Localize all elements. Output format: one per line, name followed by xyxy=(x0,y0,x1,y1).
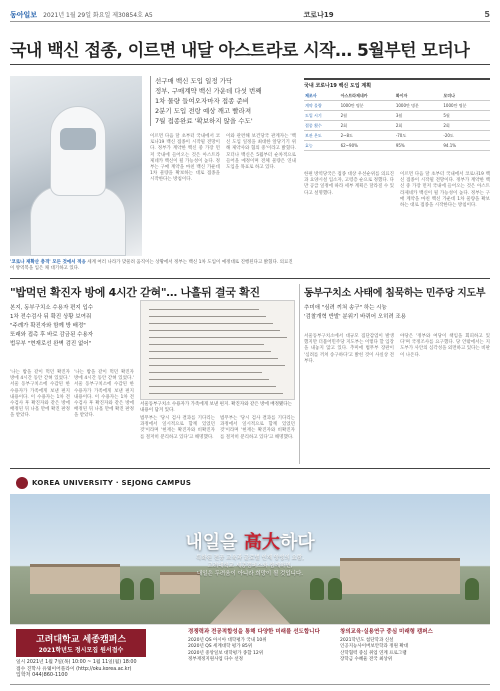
table-cell: 화이자 xyxy=(395,91,443,101)
handwriting-line xyxy=(149,351,271,352)
table-cell: 모더나 xyxy=(442,91,490,101)
university-logo-icon xyxy=(16,477,28,489)
photo-caption xyxy=(10,260,296,272)
table-cell: 2월 xyxy=(340,111,395,121)
ad-info-panel xyxy=(10,624,490,681)
footer-rule xyxy=(10,684,490,685)
handwriting-line xyxy=(149,323,273,324)
ad-rankings: 경쟁력과 전공적합성을 통해 다양한 미래를 선도합니다 2020년 QS 아시아 대학평가 국내 10위 2020년 QS 세계대학 평가 85위 2020년 중앙일보 대학평가 종합 12위 정부재정지원사업 다수 선정 xyxy=(188,629,320,662)
ad-features: 창의교육·실용연구 중심 미래형 캠퍼스 2021학년도 첨단학과 신설 인공지능사이버보안학과 정원 확대 산학협력 중심 취업 연계 프로그램 장학금 수혜율 전국 최상위 xyxy=(340,629,433,662)
headline-rule xyxy=(10,64,490,65)
handwriting-line xyxy=(149,379,269,380)
handwriting-line xyxy=(149,372,262,373)
story2-headline: "밥먹던 확진자 방에 4시간 갇혀"… 나흘뒤 결국 확진 xyxy=(10,286,260,299)
story1-deck: 선구매 백신 도입 일정 가닥 정부, 구매계약 백신 가운데 다섯 번째 1차 물량 들여오자마자 접종 준비 2분기 도입 전랑 예상 깨고 빨라져 7월 접종완료 '확보하지 않을 수도' xyxy=(150,76,296,126)
story1-col-c: 한편 방역당국은 접종 대상 우선순위를 의료진과 요양시설 입소자, 고령층 순으로 정했다. 다만 공급 일정에 따라 세부 계획은 달라질 수 있다고 설명했다. xyxy=(304,172,394,196)
issue-date: 2021년 1월 29일 화요일 제30854호 A5 xyxy=(43,12,153,19)
handwriting-line xyxy=(149,316,266,317)
table-cell: 2회 xyxy=(395,121,443,131)
handwriting-line xyxy=(149,309,259,310)
handwriting-line xyxy=(149,330,280,331)
handwriting-line xyxy=(149,386,276,387)
table-cell: 효능 xyxy=(304,141,340,151)
admission-dates: 일시 2021년 1월 7일(목) 10:00 ~ 1월 11일(월) 18:00 xyxy=(16,660,137,665)
table-row xyxy=(304,141,490,151)
campus-photo xyxy=(10,494,490,624)
letter-image xyxy=(140,300,295,400)
story2-col-b: '나는 밥을 같이 먹던 확진자 방에 4시간 동안 갇혀 있었다.' 서울 동부구치소에 수감된 한 수용자가 가족에게 보낸 편지 내용이다. 이 수용자는 1차 전수검사 후 확진자와 같은 방에 배정된 뒤 나흘 만에 확진 판정을 받았다. xyxy=(74,370,134,419)
ad-logo-text: KOREA UNIVERSITY · SEJONG CAMPUS xyxy=(32,479,192,487)
story3-headline: 동부구치소 사태에 침묵하는 민주당 지도부 xyxy=(304,288,486,299)
story3-col-b: 야당은 '정부와 여당이 책임을 회피하고 있다'며 국정조사를 요구했다. 당 안팎에서는 지도부가 사안의 심각성을 외면하고 있다는 비판이 나온다. xyxy=(400,334,490,358)
section-divider xyxy=(10,278,490,279)
table-cell: 3월 xyxy=(395,111,443,121)
handwriting-line xyxy=(149,337,287,338)
story2-col-a: '나는 밥을 같이 먹던 확진자 방에 4시간 동안 갇혀 있었다.' 서울 동부구치소에 수감된 한 수용자가 가족에게 보낸 편지 내용이다. 이 수용자는 1차 전수검사 후 확진자와 같은 방에 배정된 뒤 나흘 만에 확진 판정을 받았다. xyxy=(10,370,70,419)
ad-divider xyxy=(10,468,490,469)
table-cell: -70도 xyxy=(395,131,443,141)
table-cell: 1000만 명분 xyxy=(395,101,443,111)
table-cell: 5월 xyxy=(442,111,490,121)
handwriting-line xyxy=(149,393,283,394)
handwriting-line xyxy=(149,365,285,366)
table-cell: 2회 xyxy=(442,121,490,131)
table-cell: 2회 xyxy=(340,121,395,131)
story1-col-d: 이르면 다음 달 초부터 국내에서 코로나19 백신 접종이 시작될 전망이다. 정부가 계약한 백신 중 가장 먼저 국내에 들어오는 것은 아스트라제네카 백신이 될 가능성이 높다. 정부는 구매 계약을 마친 백신 가운데 1차 물량을 확보하는 대로 접종을 시작한다는 방침이다. xyxy=(400,172,490,209)
admission-site[interactable]: 접수 진학사 유웨이어플라이 (http://oku.korea.ac.kr) xyxy=(16,667,132,672)
photo-caption-title: '코로나 재확산 충격' 모든 것에서 적응 xyxy=(10,260,86,265)
story1-headline: 국내 백신 접종, 이르면 내달 아스트라로 시작… 5월부턴 모더나 xyxy=(10,41,470,61)
table-cell: 접종 횟수 xyxy=(304,121,340,131)
table-cell: 도입 시기 xyxy=(304,111,340,121)
table-row xyxy=(304,131,490,141)
vaccine-plan-table xyxy=(304,78,490,166)
medical-worker-photo xyxy=(10,76,142,256)
table-cell: 94.1% xyxy=(442,141,490,151)
admission-phone: 입학처 044)860-1100 xyxy=(16,672,68,678)
table-row xyxy=(304,101,490,111)
story3-col-a: 서울동부구치소에서 대규모 집단감염이 발생했지만 더불어민주당 지도부는 이렇다 할 입장을 내놓지 않고 있다. 추미애 법무부 장관이 '심려를 끼쳐 송구하다'고 밝힌 것이 사실상 전부다. xyxy=(304,334,394,364)
newspaper-name: 동아일보 xyxy=(10,10,38,19)
column-rule xyxy=(299,284,300,464)
table-cell: 보관 온도 xyxy=(304,131,340,141)
table-row xyxy=(304,91,490,101)
section-title: 코로나19 xyxy=(303,10,334,19)
table-cell: 제조사 xyxy=(304,91,340,101)
table-cell: 계약 물량 xyxy=(304,101,340,111)
handwriting-line xyxy=(149,358,278,359)
story2-col-d: 법무부는 '당시 검사 결과를 기다리는 과정에서 일시적으로 함께 있었던 것'이라며 '현재는 확진자와 비확진자를 철저히 분리하고 있다'고 해명했다. xyxy=(220,416,295,440)
ad-subtext: 특화된 전공 교육과 글로벌 인재 양성의 요람, 고려대학교 세종캠퍼스와 함께하면, 내일은 두려움이 아니라 희망이 될 것입니다. xyxy=(196,555,304,577)
table-row xyxy=(304,121,490,131)
admission-title-box: 고려대학교 세종캠퍼스 2021학년도 정시모집 원서접수 xyxy=(16,629,146,657)
table-cell: 1000만 명분 xyxy=(442,101,490,111)
photo-caption-text: 세계 여러 나라가 맞물려 움직이는 상황에서 정부는 백신 1차 도입이 예정대로 진행된다고 밝혔다. 의료진이 방역복을 입은 채 대기하고 있다. xyxy=(10,260,293,271)
story2-deck: 본지, 동부구치소 수용자 편지 입수 1차 전수검사 뒤 확진 상황 보여줘 "주례가 확진자와 함께 방 배정" 또래와 접촉 후 바로 감금된 수용자 법무부 "현재로선 완벽 검진 없어" xyxy=(10,305,94,347)
letter-caption: 서울동부구치소 수용자가 가족에게 보낸 편지. 확진자와 같은 방에 배정됐다는 내용이 담겨 있다. xyxy=(140,402,292,413)
handwriting-line xyxy=(149,344,264,345)
table-cell: 1000만 명분 xyxy=(340,101,395,111)
table-row xyxy=(304,111,490,121)
story2-col-c: 법무부는 '당시 검사 결과를 기다리는 과정에서 일시적으로 함께 있었던 것'이라며 '현재는 확진자와 비확진자를 철저히 분리하고 있다'고 해명했다. xyxy=(140,416,215,440)
table-title: 국내 코로나19 백신 도입 계획 xyxy=(304,83,372,89)
university-ad[interactable] xyxy=(10,472,490,681)
story1-col-b: 이와 관련해 보건당국 관계자는 '백신 도입 일정을 최대한 앞당기기 위해 제약사와 협의 중'이라고 밝혔다. 모더나 백신은 5월부터 순차적으로 들어올 예정이며 전체 물량은 연내 도입을 목표로 하고 있다. xyxy=(226,134,296,171)
table-cell: 아스트라제네카 xyxy=(340,91,395,101)
table-cell: 2~8도 xyxy=(340,131,395,141)
ad-slogan: 내일을 高大하다 xyxy=(185,532,315,553)
ad-header xyxy=(10,472,490,494)
story1-col-a: 이르면 다음 달 초부터 국내에서 코로나19 백신 접종이 시작될 전망이다. 정부가 계약한 백신 중 가장 먼저 국내에 들어오는 것은 아스트라제네카 백신이 될 가능성이 높다. 정부는 구매 계약을 마친 백신 가운데 1차 물량을 확보하는 대로 접종을 시작한다는 방침이다. xyxy=(150,134,220,183)
table-cell: 95% xyxy=(395,141,443,151)
page-number: 5 xyxy=(484,10,490,19)
table-cell: 62~90% xyxy=(340,141,395,151)
table-cell: -20도 xyxy=(442,131,490,141)
masthead xyxy=(10,8,490,22)
story3-deck: 추미애 "심려 끼쳐 송구" 하는 시늉 '검찰개혁 반발' 분위기 바뀌어 오히려 조용 xyxy=(304,305,407,320)
